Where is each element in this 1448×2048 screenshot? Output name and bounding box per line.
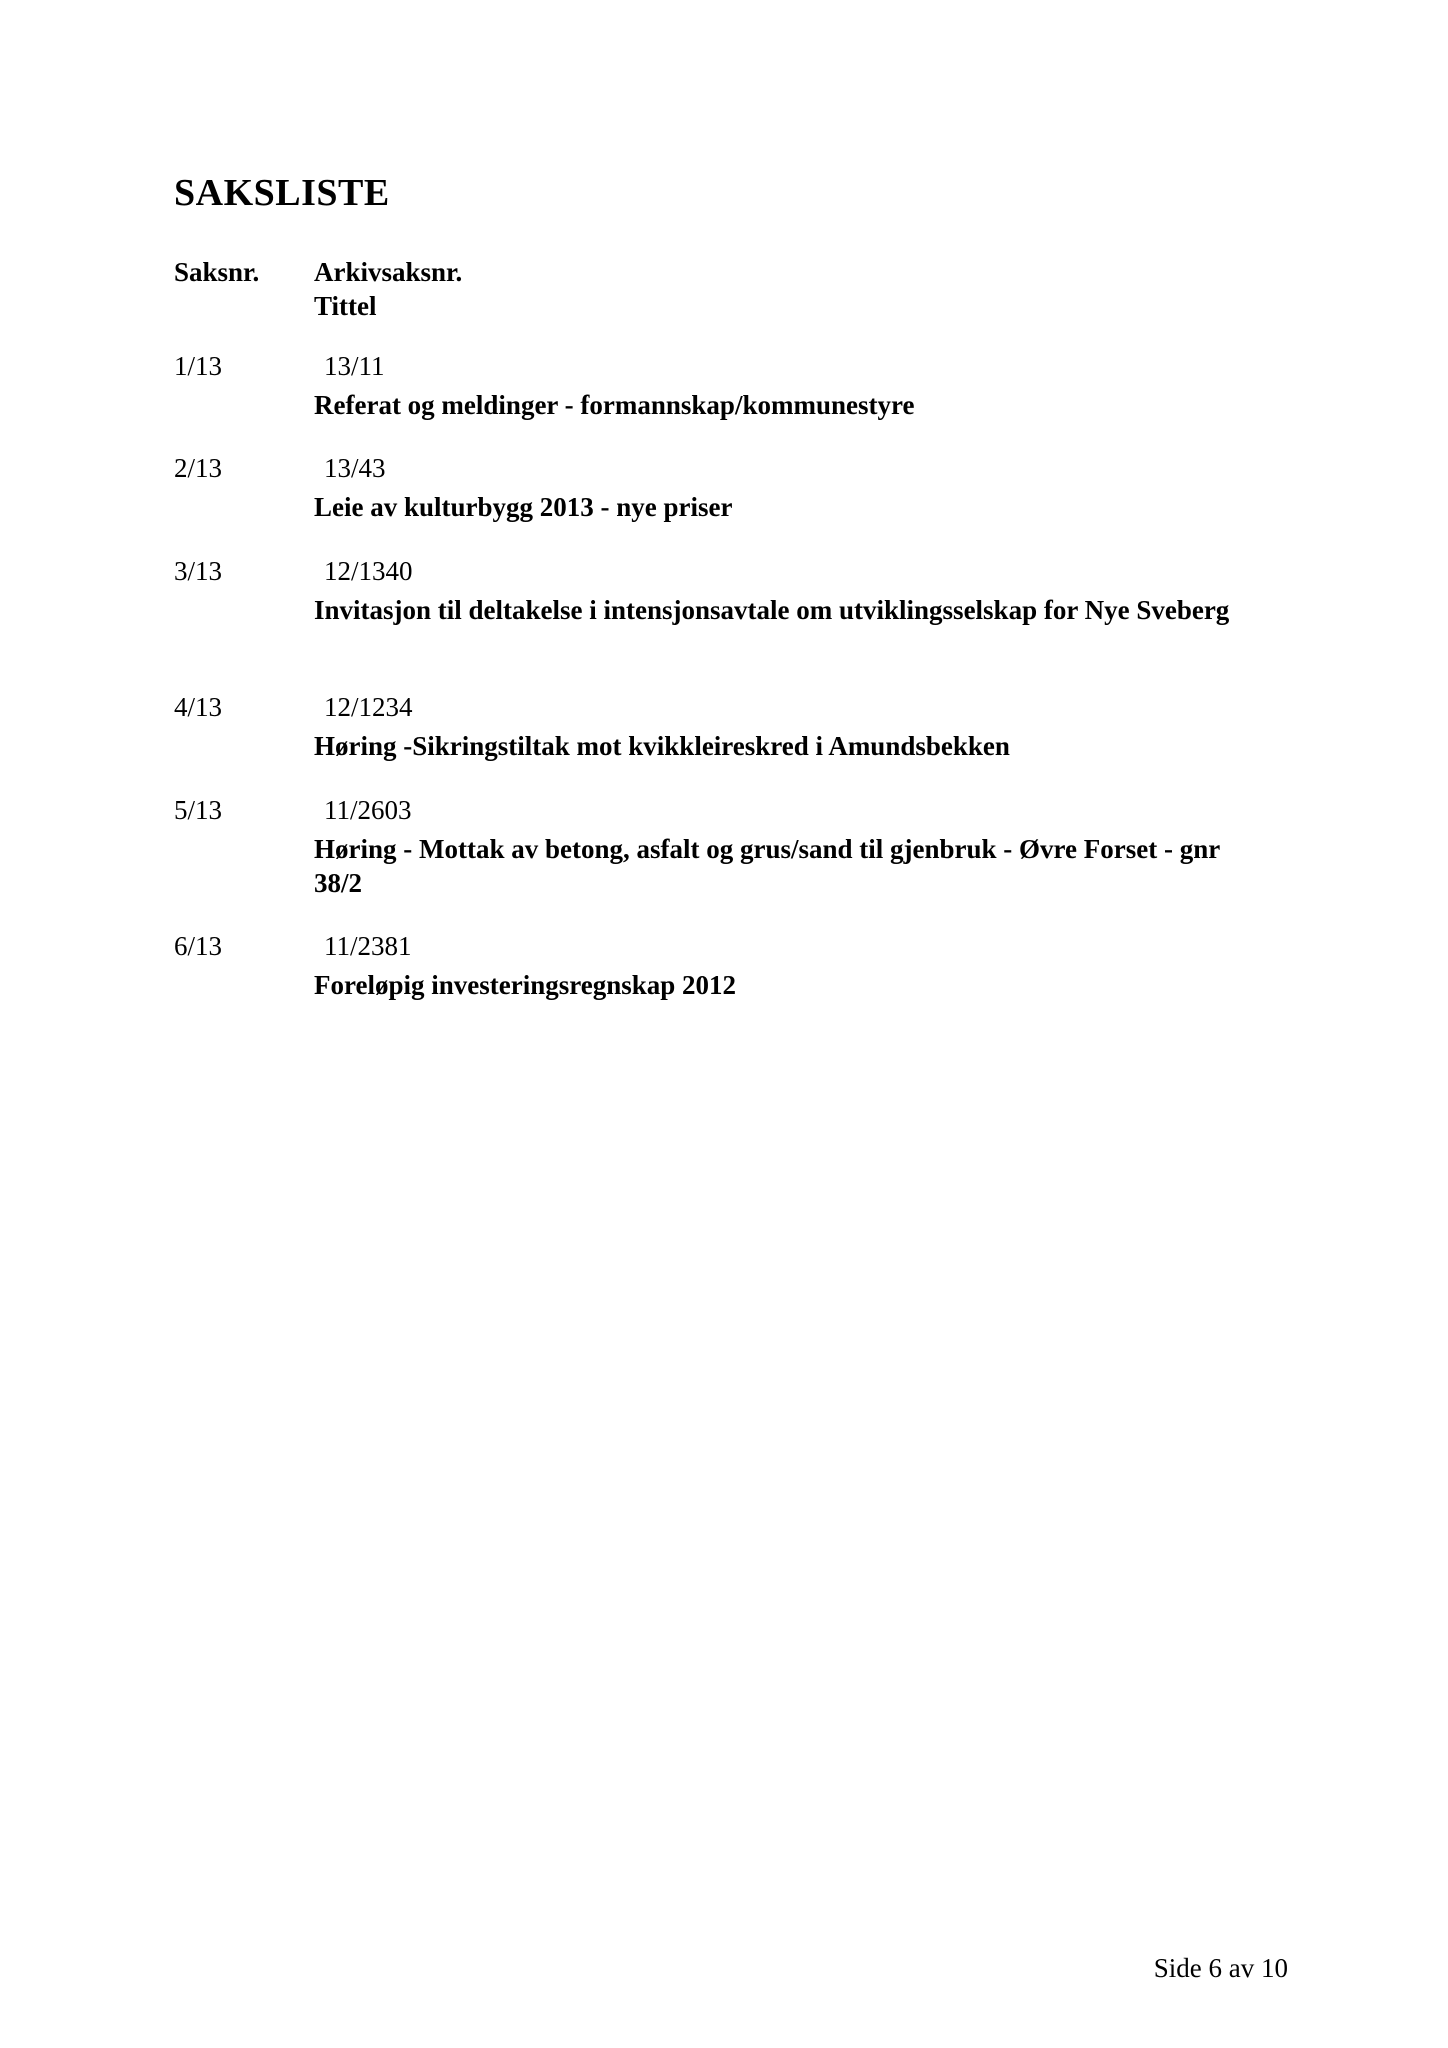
column-header-arkivsaksnr: Arkivsaksnr. xyxy=(314,257,463,287)
case-saksnr: 4/13 xyxy=(174,692,223,722)
case-title: Foreløpig investeringsregnskap 2012 xyxy=(314,970,737,1000)
case-title: Høring -Sikringstiltak mot kvikkleireskred i Amundsbekken xyxy=(314,731,1010,761)
case-title: Høring - Mottak av betong, asfalt og grus/sand til gjenbruk - Øvre Forset - gnr 38/2 xyxy=(314,834,1220,898)
case-saksnr: 3/13 xyxy=(174,556,223,586)
case-saksnr: 1/13 xyxy=(174,351,223,381)
case-saksnr: 5/13 xyxy=(174,795,223,825)
column-header-saksnr: Saksnr. xyxy=(174,257,260,287)
case-arkivsaksnr: 11/2603 xyxy=(324,795,412,825)
page-number: Side 6 av 10 xyxy=(1153,1953,1288,1983)
page-title: SAKSLISTE xyxy=(174,172,390,214)
case-saksnr: 2/13 xyxy=(174,453,223,483)
case-arkivsaksnr: 13/43 xyxy=(324,453,386,483)
case-title: Referat og meldinger - formannskap/kommunestyre xyxy=(314,390,915,420)
case-saksnr: 6/13 xyxy=(174,931,223,961)
column-header-tittel: Tittel xyxy=(314,291,377,321)
case-arkivsaksnr: 12/1234 xyxy=(324,692,413,722)
case-arkivsaksnr: 12/1340 xyxy=(324,556,413,586)
case-arkivsaksnr: 13/11 xyxy=(324,351,385,381)
case-title: Leie av kulturbygg 2013 - nye priser xyxy=(314,492,733,522)
case-arkivsaksnr: 11/2381 xyxy=(324,931,412,961)
case-title: Invitasjon til deltakelse i intensjonsavtale om utviklingsselskap for Nye Sveberg xyxy=(314,595,1230,625)
